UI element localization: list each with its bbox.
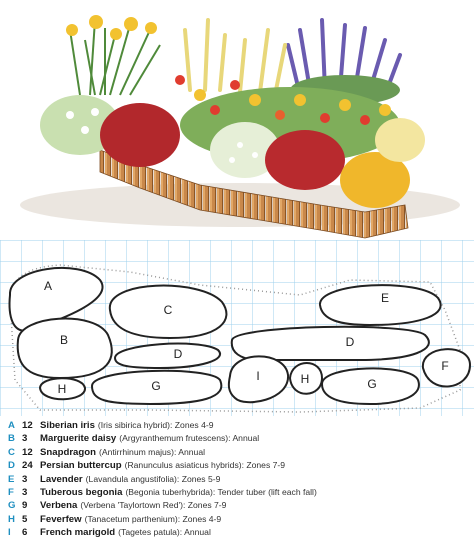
legend-row (8, 473, 470, 486)
legend-plant-name: Lavender (40, 473, 83, 485)
legend-row (8, 526, 470, 539)
legend-quantity: 3 (22, 433, 28, 445)
legend-letter: I (8, 527, 11, 539)
legend-letter: C (8, 446, 15, 458)
legend-letter: D (8, 460, 15, 472)
legend-letter: B (8, 433, 15, 445)
legend-row (8, 446, 470, 459)
bed-label-a: A (43, 279, 53, 293)
bed-d-right (232, 327, 429, 360)
legend-plant-name: Persian buttercup (40, 460, 122, 472)
legend-quantity: 3 (22, 473, 28, 485)
legend-plant-name: Siberian iris (40, 420, 95, 431)
bed-label-i: I (256, 369, 260, 383)
legend-row (8, 486, 470, 499)
bed-label-b: B (59, 333, 69, 347)
legend-plant-name: Verbena (40, 500, 78, 512)
legend-letter: H (8, 513, 15, 525)
legend-letter: E (8, 473, 15, 485)
begonia-mass (375, 118, 425, 162)
legend-plant-detail: (Tanacetum parthenium): Zones 4-9 (84, 513, 222, 524)
bed-label-c: C (163, 303, 173, 317)
legend-quantity: 5 (22, 513, 28, 525)
legend-plant-detail: (Tagetes patula): Annual (118, 527, 211, 538)
legend-row (8, 499, 470, 512)
legend-quantity: 24 (22, 460, 33, 472)
legend-quantity: 12 (22, 446, 33, 458)
legend-plant-detail: (Antirrhinum majus): Annual (98, 446, 206, 457)
legend-row (8, 513, 470, 526)
legend-plant-detail: (Argyranthemum frutescens): Annual (119, 433, 260, 444)
iris-flowers (66, 15, 157, 40)
legend-plant-name: Tuberous begonia (40, 486, 123, 498)
planting-plan (0, 240, 474, 416)
legend-plant-name: French marigold (40, 527, 116, 539)
bed-b (18, 319, 112, 378)
verbena-mass-left (100, 103, 180, 167)
legend-letter: A (8, 420, 15, 431)
legend-plant-name: Snapdragon (40, 446, 96, 458)
bed-label-g-right: G (367, 377, 377, 391)
bed-label-h-right: H (300, 372, 310, 386)
bed-label-f: F (441, 359, 449, 373)
legend-quantity: 12 (22, 420, 33, 431)
legend-quantity: 9 (22, 500, 28, 512)
legend-plant-name: Feverfew (40, 513, 82, 525)
legend-row (8, 432, 470, 445)
legend-plant-detail: (Iris sibirica hybrid): Zones 4-9 (97, 420, 214, 430)
bed-label-g-left: G (151, 379, 161, 393)
legend-quantity: 3 (22, 486, 28, 498)
legend-plant-name: Marguerite daisy (40, 433, 117, 445)
legend-quantity: 6 (22, 527, 28, 539)
bed-label-d-right: D (345, 335, 355, 349)
plant-legend (8, 419, 470, 540)
legend-plant-detail: (Ranunculus asiaticus hybrids): Zones 7-9 (124, 460, 286, 471)
legend-plant-detail: (Verbena 'Taylortown Red'): Zones 7-9 (80, 500, 227, 511)
legend-letter: F (8, 486, 14, 498)
legend-row (8, 459, 470, 472)
bed-label-e: E (380, 291, 390, 305)
verbena-mass-right (265, 130, 345, 190)
legend-plant-detail: (Begonia tuberhybrida): Tender tuber (lift each fall) (125, 486, 317, 497)
legend-row (8, 419, 470, 432)
garden-illustration (0, 0, 474, 240)
bed-label-h-left: H (57, 382, 67, 396)
legend-letter: G (8, 500, 16, 512)
bed-label-d-left: D (173, 347, 183, 361)
legend-plant-detail: (Lavandula angustifolia): Zones 5-9 (85, 473, 221, 484)
